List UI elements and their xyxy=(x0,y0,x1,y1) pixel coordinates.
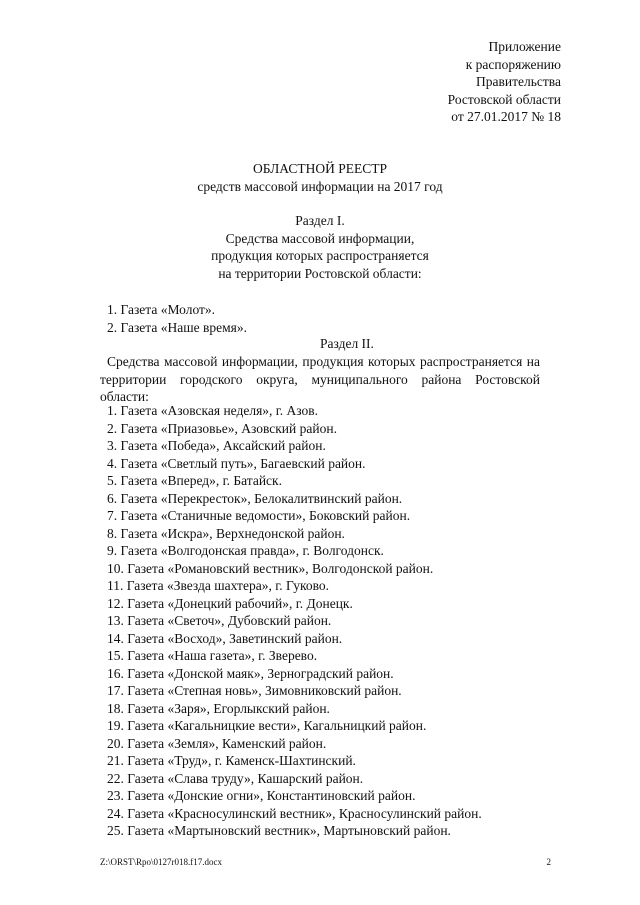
appendix-line: Правительства xyxy=(476,74,561,89)
list-item: 17. Газета «Степная новь», Зимовниковский район. xyxy=(107,683,402,698)
appendix-line: от 27.01.2017 № 18 xyxy=(451,109,561,124)
section2-paragraph-text: Средства массовой информации, продукция которых распространяется на территории городского округа, муниципального района Ростовской области: xyxy=(100,354,540,404)
footer-file-path: Z:\ORST\Rpo\0127r018.f17.docx xyxy=(100,857,222,867)
section2-heading: Раздел II. xyxy=(320,336,374,351)
list-item: 2. Газета «Наше время». xyxy=(107,319,247,335)
section1-heading: Раздел I. xyxy=(295,213,345,228)
title-line-2: средств массовой информации на 2017 год xyxy=(197,178,443,194)
appendix-line: к распоряжению xyxy=(465,56,561,72)
page-number: 2 xyxy=(546,857,551,867)
list-item: 15. Газета «Наша газета», г. Зверево. xyxy=(107,648,318,663)
document-title xyxy=(0,160,640,195)
list-item: 22. Газета «Слава труду», Кашарский район. xyxy=(107,770,364,786)
list-item: 4. Газета «Светлый путь», Багаевский район. xyxy=(107,455,366,471)
list-item: 13. Газета «Светоч», Дубовский район. xyxy=(107,613,332,628)
appendix-line: Приложение xyxy=(488,39,561,54)
section2-list xyxy=(107,402,482,840)
list-item: 18. Газета «Заря», Егорлыкский район. xyxy=(107,700,330,716)
list-item: 14. Газета «Восход», Заветинский район. xyxy=(107,630,343,646)
section1-line: продукция которых распространяется xyxy=(211,248,429,263)
list-item: 16. Газета «Донской маяк», Зерноградский район. xyxy=(107,665,394,681)
list-item: 19. Газета «Кагальницкие вести», Кагальницкий район. xyxy=(107,718,427,733)
list-item: 9. Газета «Волгодонская правда», г. Волгодонск. xyxy=(107,543,384,558)
list-item: 8. Газета «Искра», Верхнедонской район. xyxy=(107,525,345,541)
title-line-1: ОБЛАСТНОЙ РЕЕСТР xyxy=(252,161,388,176)
list-item: 3. Газета «Победа», Аксайский район. xyxy=(107,438,326,453)
list-item: 25. Газета «Мартыновский вестник», Мартыновский район. xyxy=(107,823,451,838)
list-item: 6. Газета «Перекресток», Белокалитвинский район. xyxy=(107,490,403,506)
section1-line: на территории Ростовской области: xyxy=(218,265,422,281)
list-item: 5. Газета «Вперед», г. Батайск. xyxy=(107,473,282,488)
appendix-block xyxy=(321,38,561,126)
list-item: 20. Газета «Земля», Каменский район. xyxy=(107,735,327,751)
appendix-line: Ростовской области xyxy=(447,91,561,107)
list-item: 24. Газета «Красносулинский вестник», Красносулинский район. xyxy=(107,805,482,821)
section2-paragraph xyxy=(100,353,540,406)
list-item: 7. Газета «Станичные ведомости», Боковский район. xyxy=(107,508,411,523)
list-item: 11. Газета «Звезда шахтера», г. Гуково. xyxy=(107,578,330,593)
list-item: 21. Газета «Труд», г. Каменск-Шахтинский. xyxy=(107,753,356,768)
list-item: 23. Газета «Донские огни», Константиновский район. xyxy=(107,788,416,803)
section1-header xyxy=(0,212,640,282)
list-item: 1. Газета «Молот». xyxy=(107,302,216,317)
list-item: 2. Газета «Приазовье», Азовский район. xyxy=(107,420,337,436)
section1-line: Средства массовой информации, xyxy=(225,230,415,246)
section1-list xyxy=(107,301,247,336)
list-item: 12. Газета «Донецкий рабочий», г. Донецк. xyxy=(107,595,353,611)
list-item: 1. Газета «Азовская неделя», г. Азов. xyxy=(107,403,319,418)
list-item: 10. Газета «Романовский вестник», Волгодонской район. xyxy=(107,560,434,576)
